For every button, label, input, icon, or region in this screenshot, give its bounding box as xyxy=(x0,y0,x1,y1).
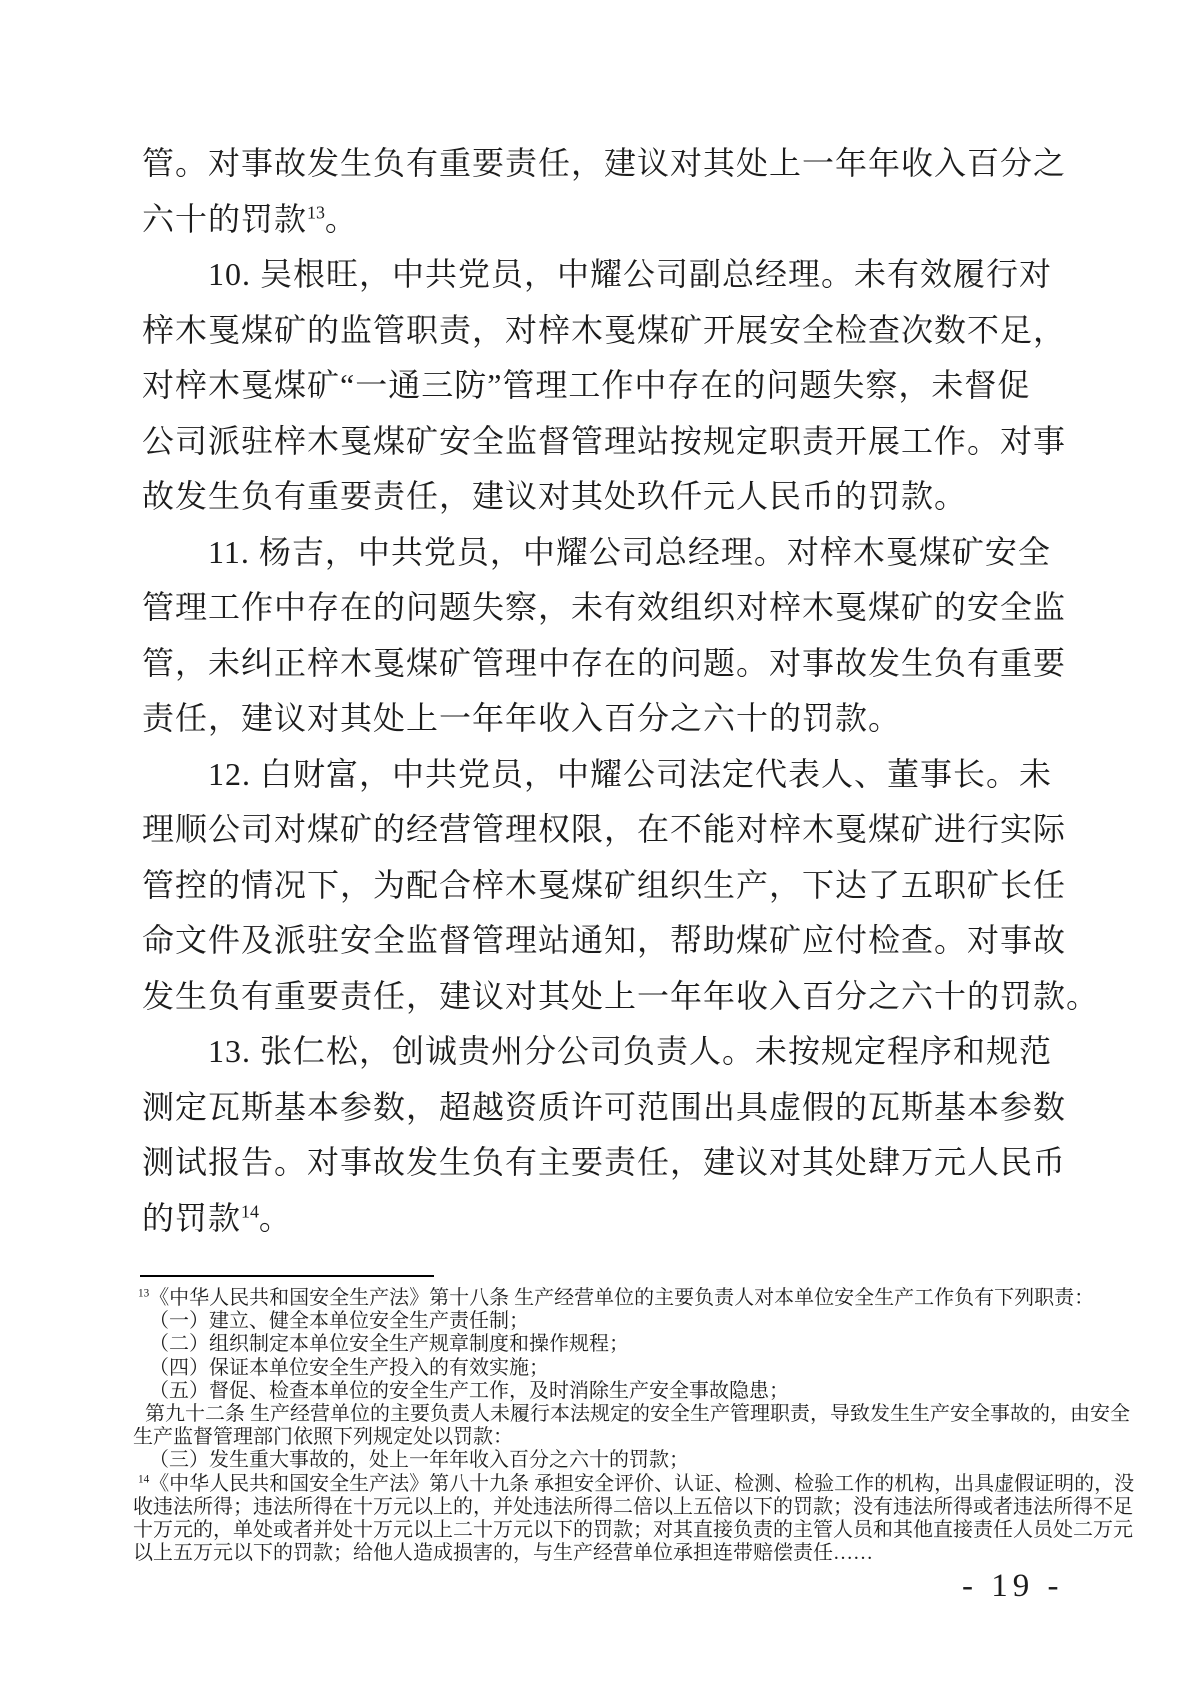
footnote-13-line: （三）发生重大事故的，处上一年年收入百分之六十的罚款； xyxy=(149,1449,689,1472)
footnote-13-line: 生产监督管理部门依照下列规定处以罚款： xyxy=(133,1426,513,1449)
body-line-paragraph-13: 13. 张仁松，创诚贵州分公司负责人。未按规定程序和规范 xyxy=(208,1033,1053,1069)
body-line: 命文件及派驻安全监督管理站通知，帮助煤矿应付检查。对事故 xyxy=(142,922,1067,958)
body-text xyxy=(142,136,1100,1246)
body-line-text: 的罚款 xyxy=(142,1199,242,1236)
footnote-14-line: 收违法所得；违法所得在十万元以上的，并处违法所得二倍以上五倍以下的罚款；没有违法所得或者违法所得不足 xyxy=(133,1495,1133,1518)
body-line-paragraph-12: 12. 白财富，中共党员，中耀公司法定代表人、董事长。未 xyxy=(208,755,1053,792)
body-line: 测试报告。对事故发生负有主要责任，建议对其处肆万元人民币 xyxy=(142,1144,1067,1180)
footnote-13-line: （二）组织制定本单位安全生产规章制度和操作规程； xyxy=(149,1333,629,1356)
body-line: 测定瓦斯基本参数，超越资质许可范围出具虚假的瓦斯基本参数 xyxy=(142,1088,1067,1125)
body-line: 梓木戛煤矿的监管职责，对梓木戛煤矿开展安全检查次数不足， xyxy=(142,311,1067,348)
footnote-13-line xyxy=(133,1287,1095,1310)
footnote-13-line: （四）保证本单位安全生产投入的有效实施； xyxy=(149,1356,549,1379)
body-line-text: 。 xyxy=(258,1199,292,1236)
body-line: 对梓木戛煤矿“一通三防”管理工作中存在的问题失察，未督促 xyxy=(142,367,1031,403)
body-line: 管。对事故发生负有重要责任，建议对其处上一年年收入百分之 xyxy=(142,145,1067,181)
body-line-text: 六十的罚款 xyxy=(142,200,308,237)
body-line: 管，未纠正梓木戛煤矿管理中存在的问题。对事故发生负有重要 xyxy=(142,644,1067,681)
body-line-text: 。 xyxy=(324,200,358,237)
footnote-text: 《中华人民共和国安全生产法》第十八条 生产经营单位的主要负责人对本单位安全生产工作负有下列职责： xyxy=(149,1287,1095,1309)
body-line xyxy=(142,1191,1082,1247)
footnote-ref-14: 14 xyxy=(241,1200,259,1221)
footnote-separator xyxy=(140,1275,434,1277)
footnote-13-line: 第九十二条 生产经营单位的主要负责人未履行本法规定的安全生产管理职责，导致发生生产安全事故的，由安全 xyxy=(145,1403,1130,1426)
footnote-14-line xyxy=(133,1472,1135,1496)
body-line: 理顺公司对煤矿的经营管理权限，在不能对梓木戛煤矿进行实际 xyxy=(142,811,1067,847)
body-line-paragraph-11: 11. 杨吉，中共党员，中耀公司总经理。对梓木戛煤矿安全 xyxy=(208,533,1051,570)
footnote-14-line: 十万元的，单处或者并处十万元以上二十万元以下的罚款；对其直接负责的主管人员和其他直接责任人员处二万元 xyxy=(133,1519,1133,1542)
body-line xyxy=(142,192,1082,248)
body-line: 责任，建议对其处上一年年收入百分之六十的罚款。 xyxy=(142,700,902,736)
footnote-13-line: （一）建立、健全本单位安全生产责任制； xyxy=(149,1310,529,1333)
footnotes-section xyxy=(133,1287,1135,1565)
footnote-14-line: 以上五万元以下的罚款；给他人造成损害的，与生产经营单位承担连带赔偿责任…… xyxy=(133,1542,873,1565)
body-line: 发生负有重要责任，建议对其处上一年年收入百分之六十的罚款。 xyxy=(142,977,1100,1014)
footnote-13-line: （五）督促、检查本单位的安全生产工作，及时消除生产安全事故隐患； xyxy=(149,1379,789,1402)
footnote-ref-13: 13 xyxy=(307,201,325,222)
body-line: 公司派驻梓木戛煤矿安全监督管理站按规定职责开展工作。对事 xyxy=(142,422,1067,459)
page-number: - 19 - xyxy=(962,1568,1064,1604)
body-line: 故发生负有重要责任，建议对其处玖仟元人民币的罚款。 xyxy=(142,478,968,514)
body-line-paragraph-10: 10. 吴根旺，中共党员，中耀公司副总经理。未有效履行对 xyxy=(208,256,1053,292)
footnote-13-marker: 13 xyxy=(138,1287,150,1300)
body-line: 管理工作中存在的问题失察，未有效组织对梓木戛煤矿的安全监 xyxy=(142,589,1067,625)
footnote-14-marker: 14 xyxy=(138,1472,150,1485)
footnote-text: 《中华人民共和国安全生产法》第八十九条 承担安全评价、认证、检测、检验工作的机构，出具虚假证明的，没 xyxy=(149,1472,1135,1495)
body-line: 管控的情况下，为配合梓木戛煤矿组织生产，下达了五职矿长任 xyxy=(142,866,1067,903)
